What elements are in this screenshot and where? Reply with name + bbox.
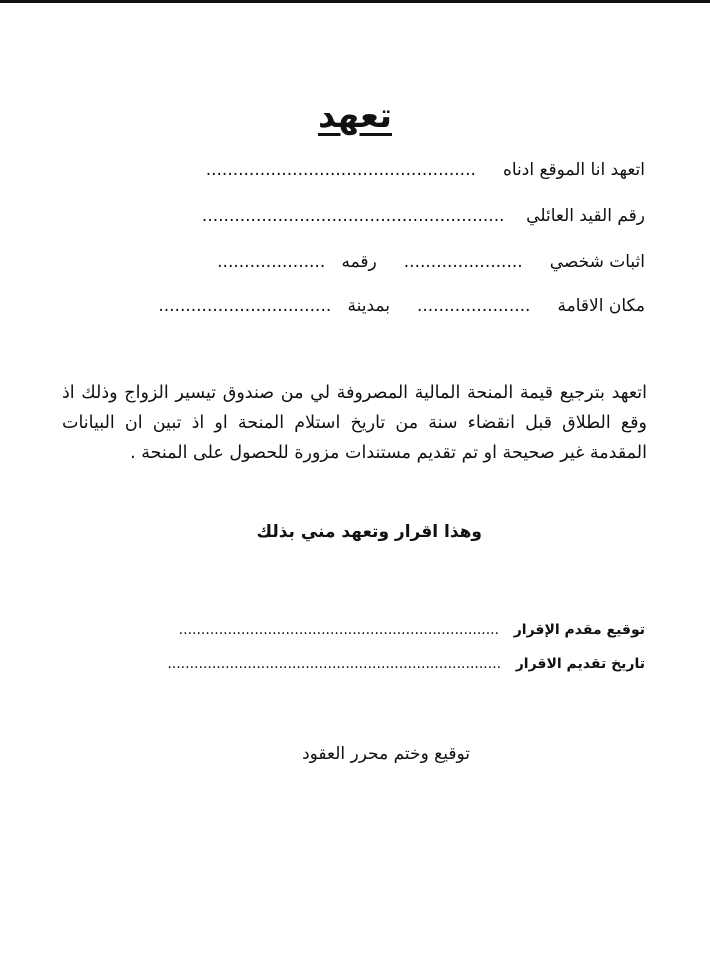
id-label: اثبات شخصي bbox=[549, 252, 645, 272]
field-undersigned bbox=[206, 160, 645, 180]
id-dots[interactable]: ...................... bbox=[403, 252, 523, 272]
document-title: تعهد bbox=[317, 96, 393, 136]
submission-date-line bbox=[167, 656, 645, 672]
date-label: تاريخ تقديم الاقرار bbox=[515, 656, 645, 672]
city-label: بمدينة bbox=[347, 296, 390, 316]
date-dots[interactable]: ........................................................................... bbox=[167, 656, 502, 672]
id-number-dots[interactable]: .................... bbox=[217, 252, 326, 272]
family-register-dots[interactable]: ........................................................ bbox=[201, 206, 505, 226]
residence-label: مكان الاقامة bbox=[557, 296, 645, 316]
field-residence bbox=[158, 296, 645, 316]
field-family-register bbox=[202, 206, 645, 226]
pledge-statement: وهذا اقرار وتعهد مني بذلك bbox=[256, 522, 482, 542]
field-personal-id bbox=[217, 252, 645, 272]
residence-dots[interactable]: ..................... bbox=[416, 296, 531, 316]
signer-label: توقيع مقدم الإقرار bbox=[513, 622, 645, 638]
family-register-label: رقم القيد العائلي bbox=[526, 206, 645, 226]
city-dots[interactable]: ................................ bbox=[158, 296, 332, 316]
signer-dots[interactable]: ........................................................................ bbox=[178, 622, 500, 638]
undersigned-dots[interactable]: .................................................. bbox=[205, 160, 476, 180]
notary-signature: توقيع وختم محرر العقود bbox=[302, 744, 470, 764]
pledge-paragraph: اتعهد بترجيع قيمة المنحة المالية المصروفة لي من صندوق تيسير الزواج وذلك اذ وقع الطلاق قبل انقضاء سنة من تاريخ استلام المنحة او اذ تبين ان البيانات المقدمة غير صحيحة او تم تقديم مستندات مزورة للحصول على المنحة . bbox=[62, 383, 647, 463]
id-number-label: رقمه bbox=[341, 252, 377, 272]
signer-signature-line bbox=[179, 622, 645, 638]
undersigned-label: اتعهد انا الموقع ادناه bbox=[502, 160, 645, 180]
